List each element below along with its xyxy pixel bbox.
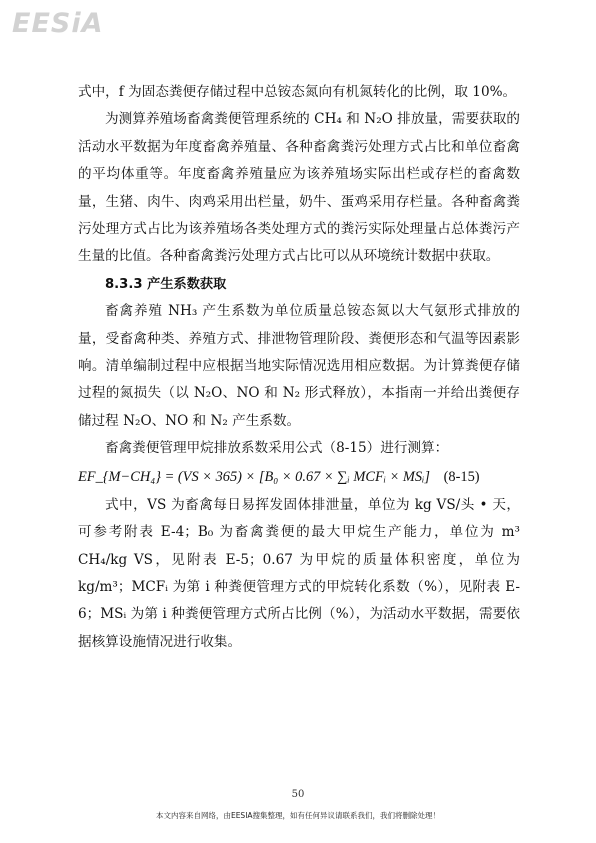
formula-expression: EF_{M−CH₄} = (VS × 365) × [B₀ × 0.67 × ∑ᵢ MCFᵢ × MSᵢ] <box>78 468 430 485</box>
section-heading: 8.3.3 产生系数获取 <box>105 276 227 292</box>
document-body <box>78 79 520 656</box>
paragraph-f-definition: 式中，f 为固态粪便存储过程中总铵态氮向有机氮转化的比例，取 10%。 <box>78 84 517 100</box>
page-number: 50 <box>291 789 305 800</box>
footer-disclaimer: 本文内容来自网络，由EESIA搜集整理，如有任何异议请联系我们，我们将删除处理！ <box>155 811 441 820</box>
paragraph-formula-intro: 畜禽粪便管理甲烷排放系数采用公式（8-15）进行测算： <box>105 440 449 457</box>
paragraph-nh3-coefficient: 畜禽养殖 NH₃ 产生系数为单位质量总铵态氮以大气氨形式排放的量，受畜禽种类、养殖方式、排泄物管理阶段、粪便形态和气温等因素影响。清单编制过程中应根据当地实际情况选用相应数据。为计算粪便存储过程的氮损失（以 N₂O、NO 和 N₂ 形式释放），本指南一并给出粪便存储过程 N₂O、NO 和 N₂ 产生系数。 <box>78 303 520 429</box>
formula-number: (8-15) <box>443 468 480 485</box>
paragraph-variable-definitions: 式中，VS 为畜禽每日易挥发固体排泄量，单位为 kg VS/头 • 天，可参考附表 E-4；B₀ 为畜禽粪便的最大甲烷生产能力，单位为 m³ CH₄/kg VS，见附表 E-5；0.67 为甲烷的质量体积密度，单位为 kg/m³；MCFᵢ 为第 i 种粪便管理方式的甲烷转化系数（%），见附表 E-6；MSᵢ 为第 i 种粪便管理方式所占比例（%），为活动水平数据，需要依据核算设施情况进行收集。 <box>78 496 520 650</box>
paragraph-activity-data: 为测算养殖场畜禽粪便管理系统的 CH₄ 和 N₂O 排放量，需要获取的活动水平数据为年度畜禽养殖量、各种畜禽粪污处理方式占比和单位畜禽的平均体重等。年度畜禽养殖量应为该养殖场实际出栏或存栏的畜禽数量，生猪、肉牛、肉鸡采用出栏量，奶牛、蛋鸡采用存栏量。各种畜禽粪污处理方式占比为该养殖场各类处理方式的粪污实际处理量占总体粪污产生量的比值。各种畜禽粪污处理方式占比可以从环境统计数据中获取。 <box>78 111 520 265</box>
formula-8-15 <box>78 463 520 492</box>
eesia-logo: EESiA <box>12 8 104 39</box>
